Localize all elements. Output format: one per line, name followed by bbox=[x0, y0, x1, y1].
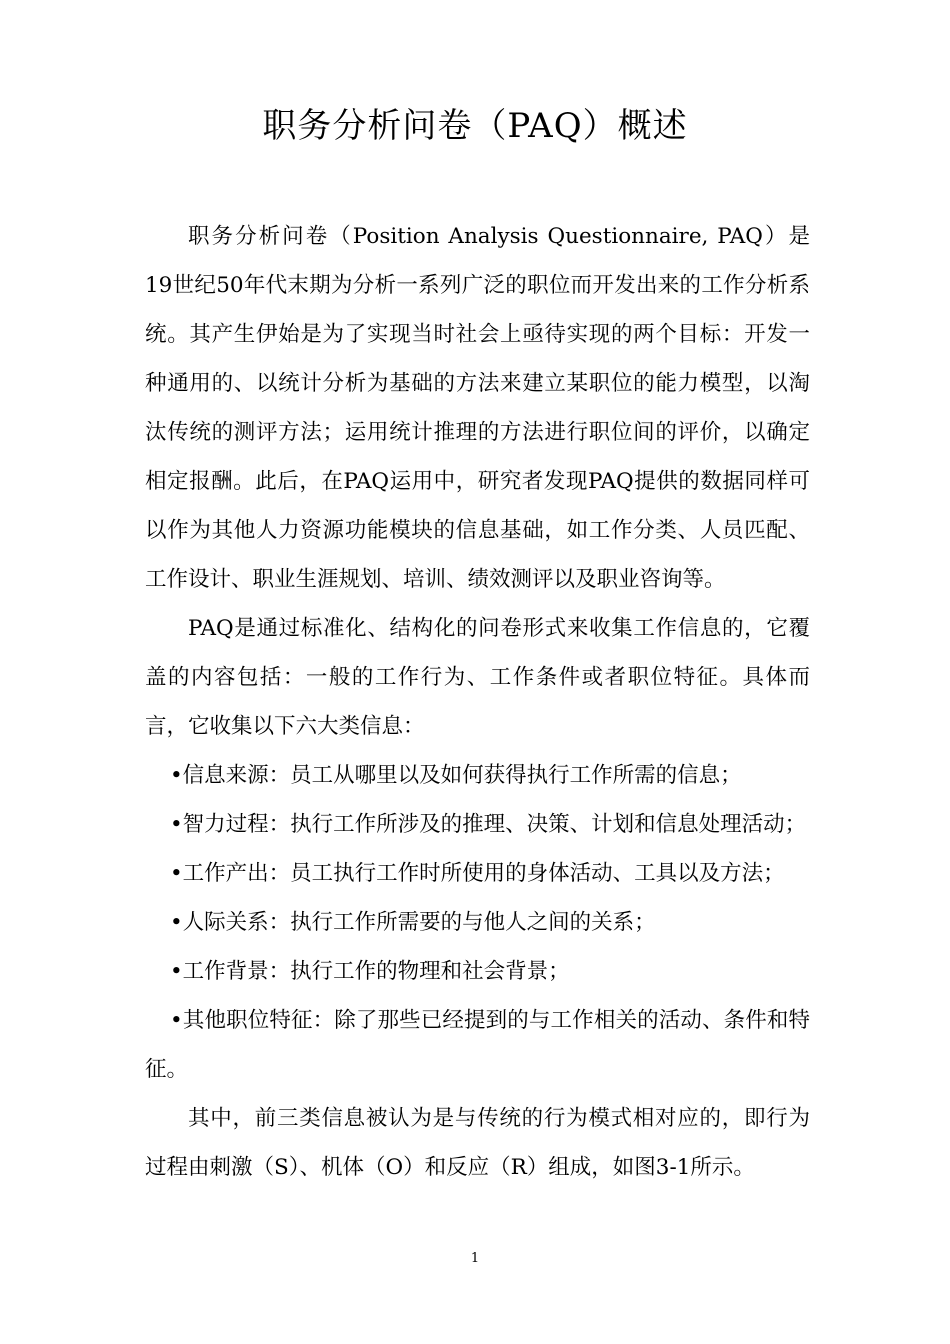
bullet-item: •工作产出：员工执行工作时所使用的身体活动、工具以及方法； bbox=[170, 861, 785, 886]
bullet-item: •工作背景：执行工作的物理和社会背景； bbox=[170, 959, 570, 984]
bullet-item: •人际关系：执行工作所需要的与他人之间的关系； bbox=[170, 910, 656, 935]
document-title: 职务分析问卷（PAQ）概述 bbox=[262, 106, 688, 146]
paragraph-coverage: PAQ是通过标准化、结构化的问卷形式来收集工作信息的，它覆盖的内容包括：一般的工作行为、工作条件或者职位特征。具体而言，它收集以下六大类信息： bbox=[145, 616, 810, 739]
bullet-item: •智力过程：执行工作所涉及的推理、决策、计划和信息处理活动； bbox=[170, 812, 807, 837]
bullet-item: •其他职位特征：除了那些已经提到的与工作相关的活动、条件和特征。 bbox=[145, 1008, 810, 1082]
bullet-item: •信息来源：员工从哪里以及如何获得执行工作所需的信息； bbox=[170, 763, 742, 788]
page-number: 1 bbox=[470, 1251, 480, 1266]
paragraph-intro: 职务分析问卷（Position Analysis Questionnaire, PAQ）是19世纪50年代末期为分析一系列广泛的职位而开发出来的工作分析系统。其产生伊始是为了实现当时社会上亟待实现的两个目标：开发一种通用的、以统计分析为基础的方法来建立某职位的能力模型，以淘汰传统的测评方法；运用统计推理的方法进行职位间的评价，以确定相定报酬。此后，在PAQ运用中，研究者发现PAQ提供的数据同样可以作为其他人力资源功能模块的信息基础，如工作分类、人员匹配、工作设计、职业生涯规划、培训、绩效测评以及职业咨询等。 bbox=[145, 224, 810, 592]
paragraph-closing: 其中，前三类信息被认为是与传统的行为模式相对应的，即行为过程由刺激（S）、机体（O）和反应（R）组成，如图3-1所示。 bbox=[145, 1106, 810, 1180]
document-body bbox=[145, 212, 810, 1192]
